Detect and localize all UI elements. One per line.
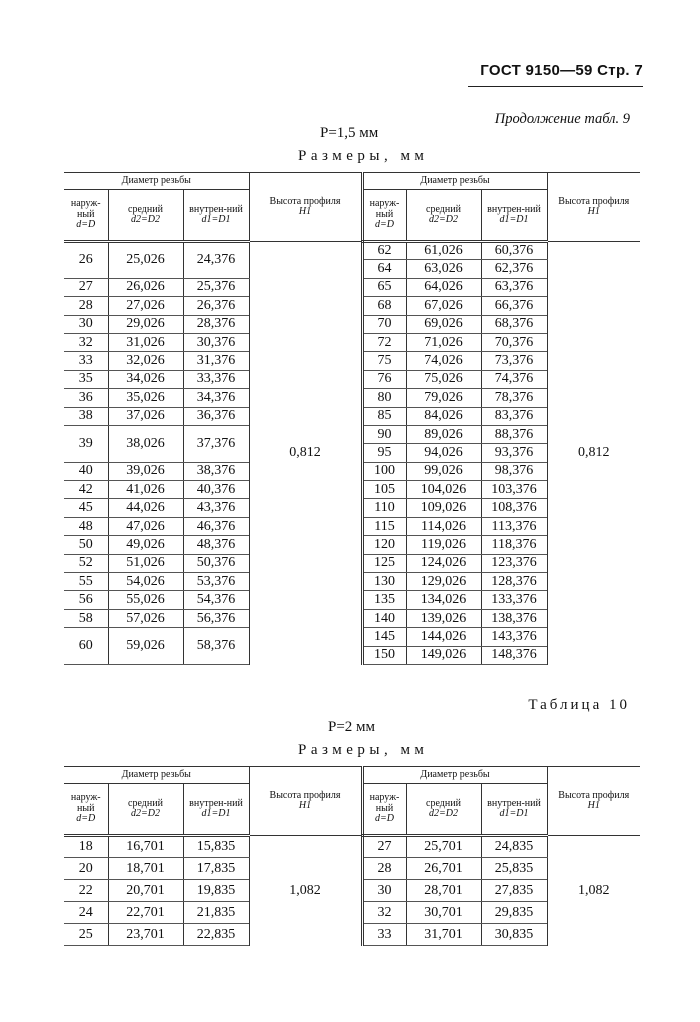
- mean-diameter-cell: 16,701: [108, 836, 183, 858]
- height-header-right: [547, 173, 640, 242]
- mean-col-text: средний: [128, 203, 163, 215]
- profile-height-cell: 0,812: [249, 242, 362, 665]
- mean-diameter-cell: 124,026: [406, 554, 481, 572]
- outer-diameter-cell: 130: [362, 573, 406, 591]
- outer-diameter-cell: 18: [64, 836, 108, 858]
- mean-col-symbol: d2=D2: [429, 808, 458, 819]
- mean-diameter-cell: 139,026: [406, 609, 481, 627]
- inner-diameter-cell: 30,376: [183, 333, 249, 351]
- inner-diameter-cell: 34,376: [183, 389, 249, 407]
- outer-diameter-cell: 33: [64, 352, 108, 370]
- outer-col-text: наруж-ный: [369, 198, 400, 220]
- inner-diameter-cell: 33,376: [183, 370, 249, 388]
- mean-diameter-cell: 44,026: [108, 499, 183, 517]
- page-number: Стр. 7: [597, 62, 643, 79]
- mean-diameter-cell: 55,026: [108, 591, 183, 609]
- inner-col-text: внутрен-ний: [189, 203, 243, 215]
- inner-diameter-cell: 50,376: [183, 554, 249, 572]
- outer-diameter-cell: 56: [64, 591, 108, 609]
- mean-diameter-cell: 119,026: [406, 536, 481, 554]
- mean-diameter-cell: 23,701: [108, 924, 183, 946]
- outer-col-symbol: d=D: [76, 219, 96, 231]
- inner-diameter-cell: 63,376: [481, 278, 547, 296]
- sizes-label-1: Размеры, мм: [298, 148, 429, 164]
- inner-diameter-cell: 48,376: [183, 536, 249, 554]
- mean-diameter-cell: 109,026: [406, 499, 481, 517]
- outer-col-header: [362, 190, 406, 242]
- mean-diameter-cell: 31,701: [406, 924, 481, 946]
- inner-diameter-cell: 118,376: [481, 536, 547, 554]
- mean-diameter-cell: 34,026: [108, 370, 183, 388]
- mean-col-text: средний: [128, 797, 163, 809]
- inner-diameter-cell: 74,376: [481, 370, 547, 388]
- outer-diameter-cell: 60: [64, 628, 108, 665]
- inner-diameter-cell: 24,376: [183, 242, 249, 279]
- outer-diameter-cell: 32: [362, 902, 406, 924]
- height-header-text: Высота профиля: [269, 789, 341, 801]
- outer-col-symbol: d=D: [375, 219, 394, 231]
- mean-col-header: [108, 784, 183, 836]
- inner-diameter-cell: 138,376: [481, 609, 547, 627]
- inner-diameter-cell: 60,376: [481, 242, 547, 260]
- inner-diameter-cell: 78,376: [481, 389, 547, 407]
- inner-diameter-cell: 148,376: [481, 646, 547, 664]
- mean-diameter-cell: 144,026: [406, 628, 481, 646]
- inner-diameter-cell: 108,376: [481, 499, 547, 517]
- outer-diameter-cell: 64: [362, 260, 406, 278]
- inner-diameter-cell: 25,376: [183, 278, 249, 296]
- diameter-header-right: Диаметр резьбы: [362, 767, 547, 784]
- mean-diameter-cell: 94,026: [406, 444, 481, 462]
- outer-col-header: [64, 784, 108, 836]
- inner-col-header: [183, 784, 249, 836]
- outer-diameter-cell: 85: [362, 407, 406, 425]
- outer-diameter-cell: 24: [64, 902, 108, 924]
- outer-diameter-cell: 76: [362, 370, 406, 388]
- inner-diameter-cell: 88,376: [481, 425, 547, 443]
- outer-diameter-cell: 20: [64, 858, 108, 880]
- outer-diameter-cell: 22: [64, 880, 108, 902]
- mean-diameter-cell: 29,026: [108, 315, 183, 333]
- table-row: [64, 242, 640, 260]
- outer-diameter-cell: 58: [64, 609, 108, 627]
- mean-diameter-cell: 38,026: [108, 425, 183, 462]
- mean-diameter-cell: 30,701: [406, 902, 481, 924]
- outer-diameter-cell: 33: [362, 924, 406, 946]
- profile-height-cell: 1,082: [547, 836, 640, 946]
- height-header-right: [547, 767, 640, 836]
- thread-table-1: [64, 172, 640, 665]
- inner-diameter-cell: 28,376: [183, 315, 249, 333]
- outer-diameter-cell: 38: [64, 407, 108, 425]
- outer-diameter-cell: 75: [362, 352, 406, 370]
- outer-col-text: наруж-ный: [70, 792, 101, 814]
- height-header-text: Высота профиля: [558, 195, 630, 207]
- mean-diameter-cell: 37,026: [108, 407, 183, 425]
- outer-diameter-cell: 95: [362, 444, 406, 462]
- inner-diameter-cell: 21,835: [183, 902, 249, 924]
- mean-diameter-cell: 114,026: [406, 517, 481, 535]
- profile-height-cell: 0,812: [547, 242, 640, 665]
- outer-diameter-cell: 70: [362, 315, 406, 333]
- mean-diameter-cell: 89,026: [406, 425, 481, 443]
- outer-diameter-cell: 32: [64, 333, 108, 351]
- inner-col-symbol: d1=D1: [499, 214, 529, 225]
- inner-diameter-cell: 36,376: [183, 407, 249, 425]
- mean-col-symbol: d2=D2: [131, 808, 160, 819]
- inner-diameter-cell: 68,376: [481, 315, 547, 333]
- inner-col-symbol: d1=D1: [499, 808, 529, 819]
- inner-diameter-cell: 62,376: [481, 260, 547, 278]
- inner-diameter-cell: 70,376: [481, 333, 547, 351]
- inner-col-symbol: d1=D1: [201, 808, 231, 819]
- mean-diameter-cell: 20,701: [108, 880, 183, 902]
- inner-diameter-cell: 98,376: [481, 462, 547, 480]
- profile-height-cell: 1,082: [249, 836, 362, 946]
- mean-diameter-cell: 74,026: [406, 352, 481, 370]
- inner-diameter-cell: 53,376: [183, 573, 249, 591]
- outer-diameter-cell: 42: [64, 481, 108, 499]
- mean-diameter-cell: 71,026: [406, 333, 481, 351]
- mean-diameter-cell: 61,026: [406, 242, 481, 260]
- outer-diameter-cell: 39: [64, 425, 108, 462]
- mean-diameter-cell: 25,026: [108, 242, 183, 279]
- pitch-label-1: P=1,5 мм: [320, 125, 379, 141]
- height-header-left: [249, 767, 362, 836]
- mean-diameter-cell: 51,026: [108, 554, 183, 572]
- mean-col-symbol: d2=D2: [429, 214, 458, 225]
- mean-diameter-cell: 35,026: [108, 389, 183, 407]
- inner-diameter-cell: 27,835: [481, 880, 547, 902]
- inner-diameter-cell: 31,376: [183, 352, 249, 370]
- outer-diameter-cell: 80: [362, 389, 406, 407]
- outer-diameter-cell: 35: [64, 370, 108, 388]
- inner-col-header: [481, 190, 547, 242]
- thread-table-1-body: [64, 242, 640, 665]
- inner-diameter-cell: 123,376: [481, 554, 547, 572]
- mean-col-header: [108, 190, 183, 242]
- inner-diameter-cell: 93,376: [481, 444, 547, 462]
- mean-diameter-cell: 57,026: [108, 609, 183, 627]
- outer-diameter-cell: 140: [362, 609, 406, 627]
- inner-diameter-cell: 128,376: [481, 573, 547, 591]
- inner-diameter-cell: 73,376: [481, 352, 547, 370]
- inner-diameter-cell: 26,376: [183, 297, 249, 315]
- pitch-label-2: P=2 мм: [328, 719, 376, 735]
- inner-diameter-cell: 46,376: [183, 517, 249, 535]
- inner-diameter-cell: 113,376: [481, 517, 547, 535]
- inner-diameter-cell: 30,835: [481, 924, 547, 946]
- mean-diameter-cell: 49,026: [108, 536, 183, 554]
- mean-diameter-cell: 84,026: [406, 407, 481, 425]
- outer-diameter-cell: 26: [64, 242, 108, 279]
- mean-diameter-cell: 26,026: [108, 278, 183, 296]
- inner-diameter-cell: 43,376: [183, 499, 249, 517]
- table-row: [64, 836, 640, 858]
- inner-col-text: внутрен-ний: [189, 797, 243, 809]
- outer-diameter-cell: 115: [362, 517, 406, 535]
- inner-diameter-cell: 29,835: [481, 902, 547, 924]
- mean-diameter-cell: 25,701: [406, 836, 481, 858]
- height-header-symbol: H1: [298, 800, 312, 811]
- header-rule: [468, 86, 643, 87]
- outer-diameter-cell: 62: [362, 242, 406, 260]
- outer-diameter-cell: 48: [64, 517, 108, 535]
- inner-diameter-cell: 24,835: [481, 836, 547, 858]
- mean-diameter-cell: 54,026: [108, 573, 183, 591]
- outer-diameter-cell: 150: [362, 646, 406, 664]
- outer-diameter-cell: 55: [64, 573, 108, 591]
- mean-diameter-cell: 79,026: [406, 389, 481, 407]
- height-header-left: [249, 173, 362, 242]
- mean-diameter-cell: 27,026: [108, 297, 183, 315]
- height-header-text: Высота профиля: [558, 789, 630, 801]
- outer-diameter-cell: 25: [64, 924, 108, 946]
- mean-diameter-cell: 69,026: [406, 315, 481, 333]
- inner-diameter-cell: 22,835: [183, 924, 249, 946]
- mean-diameter-cell: 134,026: [406, 591, 481, 609]
- diameter-header-left: Диаметр резьбы: [64, 173, 249, 190]
- outer-diameter-cell: 28: [64, 297, 108, 315]
- mean-diameter-cell: 129,026: [406, 573, 481, 591]
- inner-diameter-cell: 83,376: [481, 407, 547, 425]
- outer-col-text: наруж-ный: [70, 198, 101, 220]
- mean-col-header: [406, 784, 481, 836]
- mean-diameter-cell: 149,026: [406, 646, 481, 664]
- inner-diameter-cell: 103,376: [481, 481, 547, 499]
- sizes-label-2: Размеры, мм: [298, 742, 429, 758]
- outer-diameter-cell: 125: [362, 554, 406, 572]
- mean-diameter-cell: 75,026: [406, 370, 481, 388]
- inner-diameter-cell: 15,835: [183, 836, 249, 858]
- thread-table-2: [64, 766, 640, 946]
- inner-col-header: [481, 784, 547, 836]
- mean-diameter-cell: 32,026: [108, 352, 183, 370]
- mean-diameter-cell: 28,701: [406, 880, 481, 902]
- mean-diameter-cell: 59,026: [108, 628, 183, 665]
- outer-diameter-cell: 100: [362, 462, 406, 480]
- outer-diameter-cell: 105: [362, 481, 406, 499]
- mean-diameter-cell: 63,026: [406, 260, 481, 278]
- inner-diameter-cell: 54,376: [183, 591, 249, 609]
- mean-diameter-cell: 47,026: [108, 517, 183, 535]
- inner-diameter-cell: 37,376: [183, 425, 249, 462]
- mean-col-text: средний: [426, 203, 461, 215]
- inner-diameter-cell: 133,376: [481, 591, 547, 609]
- mean-diameter-cell: 99,026: [406, 462, 481, 480]
- outer-diameter-cell: 30: [362, 880, 406, 902]
- mean-diameter-cell: 31,026: [108, 333, 183, 351]
- outer-diameter-cell: 90: [362, 425, 406, 443]
- outer-col-symbol: d=D: [76, 813, 96, 825]
- table-10-label: Таблица 10: [528, 697, 630, 713]
- inner-col-header: [183, 190, 249, 242]
- outer-diameter-cell: 110: [362, 499, 406, 517]
- mean-diameter-cell: 104,026: [406, 481, 481, 499]
- outer-diameter-cell: 50: [64, 536, 108, 554]
- outer-diameter-cell: 36: [64, 389, 108, 407]
- inner-diameter-cell: 143,376: [481, 628, 547, 646]
- inner-diameter-cell: 66,376: [481, 297, 547, 315]
- mean-diameter-cell: 22,701: [108, 902, 183, 924]
- outer-col-header: [64, 190, 108, 242]
- mean-diameter-cell: 26,701: [406, 858, 481, 880]
- outer-diameter-cell: 45: [64, 499, 108, 517]
- inner-col-text: внутрен-ний: [487, 203, 541, 215]
- height-header-text: Высота профиля: [269, 195, 341, 207]
- mean-diameter-cell: 67,026: [406, 297, 481, 315]
- standard-number: ГОСТ 9150—59: [480, 62, 593, 79]
- outer-col-text: наруж-ный: [369, 792, 400, 814]
- mean-col-text: средний: [426, 797, 461, 809]
- mean-col-symbol: d2=D2: [131, 214, 160, 225]
- mean-diameter-cell: 39,026: [108, 462, 183, 480]
- inner-diameter-cell: 58,376: [183, 628, 249, 665]
- outer-diameter-cell: 52: [64, 554, 108, 572]
- diameter-header-right: Диаметр резьбы: [362, 173, 547, 190]
- inner-diameter-cell: 38,376: [183, 462, 249, 480]
- outer-diameter-cell: 40: [64, 462, 108, 480]
- inner-col-symbol: d1=D1: [201, 214, 231, 225]
- outer-col-symbol: d=D: [375, 813, 394, 825]
- diameter-header-left: Диаметр резьбы: [64, 767, 249, 784]
- height-header-symbol: H1: [587, 206, 600, 217]
- inner-diameter-cell: 19,835: [183, 880, 249, 902]
- inner-col-text: внутрен-ний: [487, 797, 541, 809]
- page-header: [480, 62, 643, 79]
- outer-diameter-cell: 120: [362, 536, 406, 554]
- outer-diameter-cell: 68: [362, 297, 406, 315]
- inner-diameter-cell: 25,835: [481, 858, 547, 880]
- outer-diameter-cell: 30: [64, 315, 108, 333]
- mean-diameter-cell: 18,701: [108, 858, 183, 880]
- outer-diameter-cell: 27: [362, 836, 406, 858]
- mean-diameter-cell: 64,026: [406, 278, 481, 296]
- outer-diameter-cell: 65: [362, 278, 406, 296]
- inner-diameter-cell: 17,835: [183, 858, 249, 880]
- outer-diameter-cell: 72: [362, 333, 406, 351]
- thread-table-2-body: [64, 836, 640, 946]
- height-header-symbol: H1: [587, 800, 600, 811]
- outer-diameter-cell: 28: [362, 858, 406, 880]
- height-header-symbol: H1: [298, 206, 312, 217]
- inner-diameter-cell: 56,376: [183, 609, 249, 627]
- inner-diameter-cell: 40,376: [183, 481, 249, 499]
- outer-diameter-cell: 145: [362, 628, 406, 646]
- mean-col-header: [406, 190, 481, 242]
- outer-col-header: [362, 784, 406, 836]
- continuation-label: Продолжение табл. 9: [494, 111, 630, 127]
- outer-diameter-cell: 27: [64, 278, 108, 296]
- mean-diameter-cell: 41,026: [108, 481, 183, 499]
- outer-diameter-cell: 135: [362, 591, 406, 609]
